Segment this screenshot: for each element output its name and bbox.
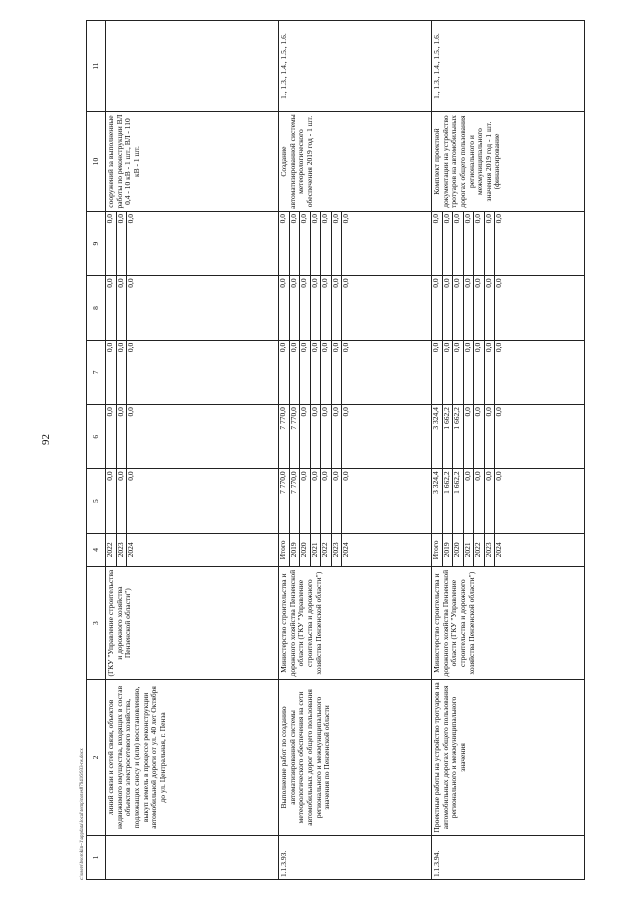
c9-value: 0,0: [485, 212, 496, 275]
years-value: 2021: [464, 534, 475, 566]
cell-c5: [106, 469, 279, 533]
years-value: Итого: [279, 534, 290, 566]
cell-col3: Министерство строительства и дорожного хозяйства Пензенской области (ГКУ "Управление строительства и дорожного хозяйства Пензенской области"): [432, 567, 585, 680]
cell-c5: [279, 469, 432, 533]
cell-col3: Министерство строительства и дорожного хозяйства Пензенской области (ГКУ "Управление строительства и дорожного хозяйства Пензенской области"): [279, 567, 432, 680]
c5-value: 0,0: [126, 471, 135, 481]
header-cell: 9: [87, 211, 106, 275]
c9-value: 0,0: [443, 212, 454, 275]
table-row: [432, 21, 585, 880]
c9-value: 0,0: [464, 212, 475, 275]
c5-value: 0,0: [321, 469, 332, 532]
c8-value: 0,0: [474, 276, 485, 339]
c6-value: 3 324,4: [432, 405, 443, 468]
c6-value: 0,0: [485, 405, 496, 468]
header-cell: 8: [87, 276, 106, 340]
header-cell: 10: [87, 112, 106, 212]
cell-col2: Выполнение работ по созданию автоматизированной системы метеорологического обеспечения на сети автомобильных дорог общего пользования регионального и межмуниципального значения по Пензенской области: [279, 680, 432, 835]
header-cell: 6: [87, 405, 106, 469]
cell-col1: 1.1.3.94.: [432, 835, 585, 879]
years-value: 2020: [300, 534, 311, 566]
cell-col10: Комплект проектной документации на устройство тротуаров на автомобильных дорогах общего пользования регионального и межмуниципального значения 2019 год - 1 шт. (финансирование: [432, 112, 585, 212]
c8-value: 0,0: [311, 276, 322, 339]
c7-value: 0,0: [106, 341, 117, 404]
cell-c7: [432, 340, 585, 404]
c7-value: 0,0: [300, 341, 311, 404]
c6-value: 7 770,0: [290, 405, 301, 468]
table-body: [106, 21, 585, 880]
c6-value: 0,0: [117, 405, 128, 468]
c7-value: 0,0: [341, 342, 350, 353]
c5-value: 0,0: [117, 469, 128, 532]
header-cell: 11: [87, 21, 106, 112]
c7-value: 0,0: [321, 341, 332, 404]
cell-c8: [432, 276, 585, 340]
header-cell: 1: [87, 835, 106, 879]
c6-value: 0,0: [474, 405, 485, 468]
years-value: 2023: [117, 534, 128, 566]
header-cell: 4: [87, 533, 106, 566]
cell-c6: [279, 405, 432, 469]
header-cell: 3: [87, 567, 106, 680]
cell-c9: [106, 211, 279, 275]
years-value: 2024: [126, 542, 135, 558]
c9-value: 0,0: [126, 213, 135, 224]
c5-value: 7 770,0: [279, 469, 290, 532]
c5-value: 0,0: [311, 469, 322, 532]
c5-value: 0,0: [332, 469, 343, 532]
cell-c9: [279, 211, 432, 275]
years-value: 2019: [290, 534, 301, 566]
years-value: 2023: [332, 534, 343, 566]
years-value: Итого: [432, 534, 443, 566]
cell-col1: 1.1.3.93.: [279, 835, 432, 879]
cell-col2: линий связи и сетей связи, объектов недвижимого имущества, входящих в состав объектов электросетевого хозяйства, подлежащих сносу и (или) восстановлению, выкуп земель в процессе реконструкции автомобильной дороги от ул. 40 лет Октября до ул. Центральная, г. Пенза: [106, 680, 279, 835]
c8-value: 0,0: [341, 278, 350, 288]
c7-value: 0,0: [485, 341, 496, 404]
c9-value: 0,0: [106, 212, 117, 275]
c7-value: 0,0: [464, 341, 475, 404]
c8-value: 0,0: [443, 276, 454, 339]
cell-col11: 1., 1.3., 1.4., 1.5., 1.6.: [279, 21, 432, 112]
c8-value: 0,0: [126, 278, 135, 288]
c9-value: 0,0: [474, 212, 485, 275]
c5-value: 0,0: [341, 471, 350, 481]
cell-c6: [106, 405, 279, 469]
c6-value: 0,0: [300, 405, 311, 468]
years-value: 2022: [474, 534, 485, 566]
cell-years: [432, 533, 585, 566]
rotated-table-frame: [86, 20, 604, 880]
c5-value: 0,0: [106, 469, 117, 532]
c8-value: 0,0: [432, 276, 443, 339]
c7-value: 0,0: [443, 341, 454, 404]
c7-value: 0,0: [432, 341, 443, 404]
c9-value: 0,0: [494, 213, 503, 224]
cell-col10: сооружений за выполненные работы по реконструкции ВЛ 0,4 - 10 кВ - 1 шт., ВЛ - 110 кВ - 1 шт.: [106, 112, 279, 212]
header-cell: 2: [87, 680, 106, 835]
c7-value: 0,0: [453, 341, 464, 404]
c8-value: 0,0: [290, 276, 301, 339]
c8-value: 0,0: [117, 276, 128, 339]
table-row: [106, 21, 279, 880]
cell-col10: Создание автоматизированной системы метеорологического обеспечения 2019 год - 1 шт.: [279, 112, 432, 212]
c9-value: 0,0: [300, 212, 311, 275]
cell-c7: [106, 340, 279, 404]
c5-value: 7 770,0: [290, 469, 301, 532]
c8-value: 0,0: [494, 278, 503, 288]
c9-value: 0,0: [453, 212, 464, 275]
years-value: 2023: [485, 534, 496, 566]
c6-value: 0,0: [311, 405, 322, 468]
cell-c9: [432, 211, 585, 275]
c7-value: 0,0: [126, 342, 135, 353]
header-row: [87, 21, 106, 880]
c9-value: 0,0: [332, 212, 343, 275]
c7-value: 0,0: [117, 341, 128, 404]
c5-value: 1 662,2: [453, 469, 464, 532]
years-value: 2019: [443, 534, 454, 566]
years-value: 2022: [321, 534, 332, 566]
table-row: [279, 21, 432, 880]
c8-value: 0,0: [453, 276, 464, 339]
c8-value: 0,0: [485, 276, 496, 339]
page-number: 92: [40, 434, 52, 445]
c6-value: 0,0: [106, 405, 117, 468]
c8-value: 0,0: [321, 276, 332, 339]
header-cell: 5: [87, 469, 106, 533]
c6-value: 0,0: [341, 407, 350, 417]
c6-value: 0,0: [332, 405, 343, 468]
c8-value: 0,0: [332, 276, 343, 339]
cell-years: [279, 533, 432, 566]
footer-path: c:\users\bsorokin~1\appdata\local\temp\notes879416\933-ns.docx: [80, 748, 85, 880]
c9-value: 0,0: [117, 212, 128, 275]
c9-value: 0,0: [432, 212, 443, 275]
cell-col3: (ГКУ "Управление строительства и дорожного хозяйства Пензенской области"): [106, 567, 279, 680]
c6-value: 1 662,2: [443, 405, 454, 468]
c9-value: 0,0: [321, 212, 332, 275]
c6-value: 0,0: [126, 407, 135, 417]
c6-value: 0,0: [464, 405, 475, 468]
years-value: 2024: [494, 542, 503, 558]
cell-c7: [279, 340, 432, 404]
cell-c8: [279, 276, 432, 340]
c9-value: 0,0: [341, 213, 350, 224]
c8-value: 0,0: [300, 276, 311, 339]
c8-value: 0,0: [279, 276, 290, 339]
cell-col11: 1., 1.3., 1.4., 1.5., 1.6.: [432, 21, 585, 112]
c7-value: 0,0: [290, 341, 301, 404]
header-cell: 7: [87, 340, 106, 404]
c8-value: 0,0: [464, 276, 475, 339]
c7-value: 0,0: [279, 341, 290, 404]
c5-value: 1 662,2: [443, 469, 454, 532]
c7-value: 0,0: [311, 341, 322, 404]
cell-years: [106, 533, 279, 566]
c7-value: 0,0: [474, 341, 485, 404]
cell-col2: Проектные работы на устройство тротуаров на автомобильных дорогах общего пользования регионального и межмуниципального значения: [432, 680, 585, 835]
c5-value: 0,0: [494, 471, 503, 481]
c6-value: 7 770,0: [279, 405, 290, 468]
c5-value: 0,0: [485, 469, 496, 532]
c8-value: 0,0: [106, 276, 117, 339]
c5-value: 0,0: [464, 469, 475, 532]
c5-value: 3 324,4: [432, 469, 443, 532]
c6-value: 0,0: [494, 407, 503, 417]
c9-value: 0,0: [279, 212, 290, 275]
cell-col11: [106, 21, 279, 112]
cell-col1: [106, 835, 279, 879]
c5-value: 0,0: [300, 469, 311, 532]
c6-value: 0,0: [321, 405, 332, 468]
c9-value: 0,0: [290, 212, 301, 275]
years-value: 2024: [341, 542, 350, 558]
c7-value: 0,0: [494, 342, 503, 353]
program-table: [86, 20, 585, 880]
cell-c8: [106, 276, 279, 340]
years-value: 2022: [106, 534, 117, 566]
cell-c6: [432, 405, 585, 469]
c6-value: 1 662,2: [453, 405, 464, 468]
c9-value: 0,0: [311, 212, 322, 275]
years-value: 2021: [311, 534, 322, 566]
c7-value: 0,0: [332, 341, 343, 404]
cell-c5: [432, 469, 585, 533]
c5-value: 0,0: [474, 469, 485, 532]
years-value: 2020: [453, 534, 464, 566]
